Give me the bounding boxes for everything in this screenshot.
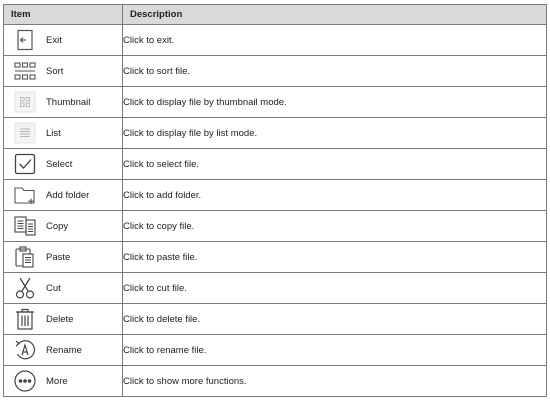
row-name: Copy: [46, 220, 69, 232]
row-description: Click to exit.: [123, 25, 547, 56]
scissors-icon: [13, 276, 37, 300]
row-name: Paste: [46, 251, 71, 263]
header-description: Description: [123, 5, 547, 25]
rename-icon: [13, 338, 37, 362]
table-row: [4, 149, 547, 180]
exit-icon: [13, 28, 37, 52]
table-row: [4, 118, 547, 149]
sort-grid-icon: [13, 59, 37, 83]
row-name: Sort: [46, 65, 64, 77]
row-description: Click to sort file.: [123, 56, 547, 87]
more-icon: [13, 369, 37, 393]
table-row: [4, 304, 547, 335]
row-name: Exit: [46, 34, 62, 46]
table-row: [4, 25, 547, 56]
table-header-row: [4, 5, 547, 25]
function-table: [3, 4, 547, 397]
list-icon: [13, 121, 37, 145]
checkbox-icon: [13, 152, 37, 176]
table-row: [4, 180, 547, 211]
trash-icon: [13, 307, 37, 331]
row-description: Click to delete file.: [123, 304, 547, 335]
row-name: More: [46, 375, 68, 387]
table-row: [4, 211, 547, 242]
row-name: Rename: [46, 344, 82, 356]
table-row: [4, 56, 547, 87]
row-description: Click to show more functions.: [123, 366, 547, 397]
header-item: Item: [4, 5, 123, 25]
table-row: [4, 335, 547, 366]
row-description: Click to paste file.: [123, 242, 547, 273]
table-row: [4, 366, 547, 397]
row-description: Click to add folder.: [123, 180, 547, 211]
table-row: [4, 273, 547, 304]
copy-icon: [13, 214, 37, 238]
thumbnail-icon: [13, 90, 37, 114]
row-name: Delete: [46, 313, 74, 325]
row-description: Click to rename file.: [123, 335, 547, 366]
row-name: List: [46, 127, 61, 139]
paste-icon: [13, 245, 37, 269]
table-row: [4, 87, 547, 118]
row-description: Click to cut file.: [123, 273, 547, 304]
add-folder-icon: [13, 183, 37, 207]
row-name: Select: [46, 158, 73, 170]
row-description: Click to copy file.: [123, 211, 547, 242]
row-name: Thumbnail: [46, 96, 91, 108]
row-description: Click to display file by list mode.: [123, 118, 547, 149]
table-row: [4, 242, 547, 273]
row-description: Click to select file.: [123, 149, 547, 180]
row-name: Cut: [46, 282, 61, 294]
row-name: Add folder: [46, 189, 90, 201]
row-description: Click to display file by thumbnail mode.: [123, 87, 547, 118]
